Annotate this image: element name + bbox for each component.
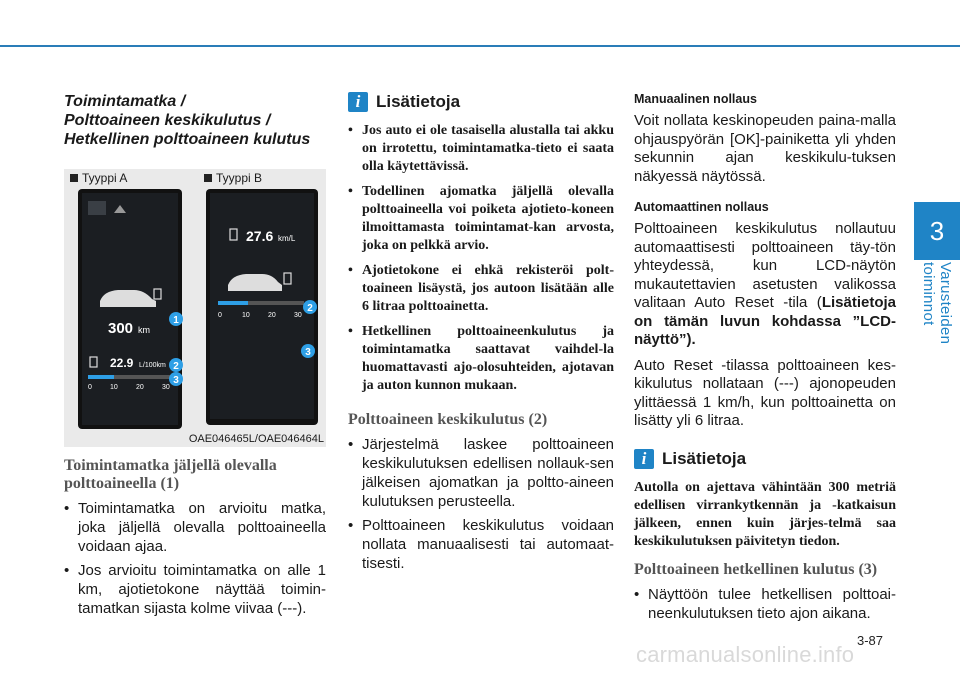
- auto-reset-reference: Lisätietoja on tämän luvun kohdassa ”LCD-näyttö”).: [634, 294, 896, 348]
- cluster-displays: [64, 169, 326, 447]
- svg-text:3: 3: [305, 347, 311, 358]
- avg-unit-a: L/100km: [139, 362, 166, 369]
- avg-value-b: 27.6: [246, 228, 274, 244]
- scale-tick-a: 20: [136, 384, 144, 391]
- instant-bullets: [634, 585, 896, 623]
- heading-line: Hetkellinen polttoaineen kulutus: [64, 131, 311, 148]
- scale-tick-a: 30: [162, 384, 170, 391]
- callout-3: [169, 372, 183, 386]
- scale-tick-b: 30: [294, 312, 302, 319]
- scale-tick-a: 10: [110, 384, 118, 391]
- scale-tick-a: 0: [88, 384, 92, 391]
- range-unit: km: [138, 325, 150, 335]
- svg-text:2: 2: [307, 303, 313, 314]
- list-item: • Näyttöön tulee hetkellisen polttoai-neenkulutuksen tieto ajon aikana.: [634, 585, 896, 623]
- instant-section-title: Polttoaineen hetkellinen kulutus (3): [634, 560, 878, 578]
- list-item: • Polttoaineen keskikulutus voidaan nollata manuaalisesti tai automaat-tisesti.: [348, 516, 614, 573]
- right-column: [634, 92, 896, 628]
- auto-reset-text-part: Polttoaineen keskikulutus nollautuu automaattisesti polttoaineen täy-tön yhteydessä, kun LCD-näytön mukautettavien asetusten valikossa valitaan Auto Reset -tila (: [634, 220, 896, 311]
- chapter-number-tab: [914, 202, 960, 260]
- middle-column: [348, 92, 614, 578]
- chapter-title-tab: [914, 262, 960, 407]
- avg-value-a: 22.9: [110, 356, 134, 370]
- manual-reset-title: Manuaalinen nollaus: [634, 92, 757, 106]
- range-bullets: [64, 499, 326, 618]
- auto-reset-title: Automaattinen nollaus: [634, 200, 769, 214]
- info-icon: i: [634, 449, 654, 469]
- chapter-title: Varusteiden toiminnot: [920, 262, 954, 345]
- avg-bullets: [348, 435, 614, 573]
- range-section-title: Toimintamatka jäljellä olevalla polttoaineella (1): [64, 457, 277, 492]
- scale-tick-b: 20: [268, 312, 276, 319]
- heading-line: Polttoaineen keskikulutus /: [64, 112, 271, 129]
- info-heading-2: [634, 449, 896, 469]
- callout-2b: [303, 300, 317, 314]
- section-heading: [64, 92, 326, 149]
- label-b-text: Tyyppi B: [216, 171, 263, 185]
- info-title: Lisätietoja: [376, 92, 461, 111]
- callout-1: [169, 312, 183, 326]
- info-title: Lisätietoja: [662, 448, 747, 468]
- consumption-bar-fill-a: [88, 375, 114, 379]
- range-value: 300: [108, 320, 134, 337]
- instrument-cluster-figure: [64, 169, 326, 447]
- svg-text:1: 1: [173, 315, 179, 326]
- info-heading: [348, 92, 614, 112]
- page-number: 3-87: [857, 633, 884, 648]
- manual-reset-text: Voit nollata keskinopeuden paina-malla ohjauspyörän [OK]-painiketta yli yhden sekunnin ajan keskikulu-tuksen näkyessä näytössä.: [634, 112, 896, 185]
- list-item: • Järjestelmä laskee polttoaineen keskikulutuksen edellisen nollauk-sen jälkeisen ajomatkan ja poltto-aineen kulutuksen perusteella.: [348, 435, 614, 511]
- list-item: • Todellinen ajomatka jäljellä olevalla polttoaineella voi poiketa ajotieto-koneen ilmoittamasta toimintamat-kan arvosta, joka on pelkkä arvio.: [348, 183, 614, 255]
- label-a-text: Tyyppi A: [82, 171, 128, 185]
- svg-text:3: 3: [173, 375, 179, 386]
- svg-text:2: 2: [173, 361, 179, 372]
- watermark: carmanualsonline.info: [636, 642, 855, 667]
- list-item: • Jos arvioitu toimintamatka on alle 1 km, ajotietokone näyttää toimin-tamatkan sijasta kolme viivaa (---).: [64, 561, 326, 618]
- list-item: • Hetkellinen polttoaineenkulutus ja toimintamatka saattavat vaihdel-la huomattavasti ajo-olosuhteiden, ajotavan ja auton kunnon mukaan.: [348, 323, 614, 395]
- callout-2: [169, 358, 183, 372]
- info-icon: i: [348, 92, 368, 112]
- header-rule: [0, 45, 960, 47]
- info-text: Autolla on ajettava vähintään 300 metriä edellisen virrankytkennän ja -katkaisun jälkeen, ennen kuin järjes-telmä saa keskikulutuksen päivitetyn tiedon.: [634, 479, 896, 549]
- display-a-icon-box: [88, 201, 106, 215]
- list-item: • Toimintamatka on arvioitu matka, joka jäljellä olevalla polttoaineella voidaan ajaa.: [64, 499, 326, 556]
- callout-3b: [301, 344, 315, 358]
- list-item: • Ajotietokone ei ehkä rekisteröi polt-toaineen lisäystä, jos autoon lisätään alle 6 litraa polttoainetta.: [348, 262, 614, 316]
- avg-section-title: Polttoaineen keskikulutus (2): [348, 411, 548, 428]
- list-item: • Jos auto ei ole tasaisella alustalla tai akku on irrotettu, toimintamatka-tieto ei saata olla käytettävissä.: [348, 122, 614, 176]
- consumption-bar-fill-b: [218, 301, 248, 305]
- auto-reset-note: Auto Reset -tilassa polttoaineen kes-kikulutus nollataan (---) ajonopeuden ylittäessä 1 km/h, kun polttoainetta on lisätty yli 6 litraa.: [634, 356, 896, 429]
- scale-tick-b: 10: [242, 312, 250, 319]
- info-bullets: [348, 122, 614, 395]
- scale-tick-b: 0: [218, 312, 222, 319]
- auto-reset-text: [634, 220, 896, 350]
- heading-line: Toimintamatka /: [64, 93, 186, 110]
- avg-unit-b: km/L: [278, 234, 296, 243]
- figure-caption: OAE046465L/OAE046464L: [188, 433, 324, 445]
- left-column: [64, 92, 326, 623]
- display-b-screen: [210, 193, 314, 419]
- chapter-number: 3: [929, 215, 945, 246]
